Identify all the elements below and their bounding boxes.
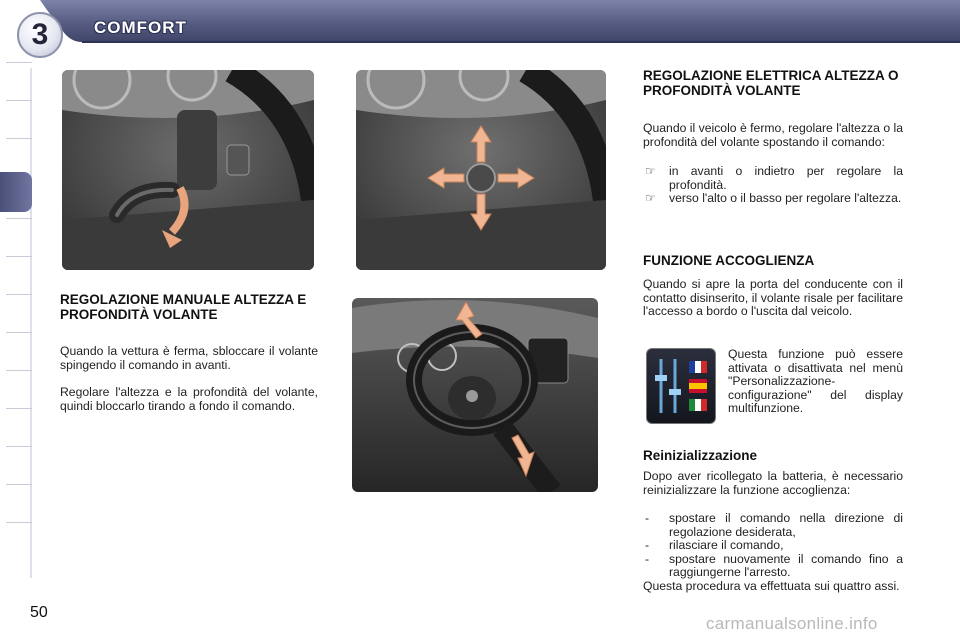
pointer-icon: ☞ (645, 191, 656, 206)
dash-marker: - (645, 551, 650, 566)
electric-joystick-photo (356, 70, 606, 270)
manual-paragraph-2: Regolare l'altezza e la profondità del volante, quindi bloccarlo tirando a fondo il comando. (60, 385, 318, 413)
watermark: carmanualsonline.info (706, 614, 878, 633)
chapter-tab[interactable] (6, 62, 32, 99)
chapter-tab[interactable] (6, 256, 32, 293)
reset-list (643, 512, 903, 580)
electric-section-title: REGOLAZIONE ELETTRICA ALTEZZA O PROFONDITÀ VOLANTE (643, 68, 899, 98)
pointer-icon: ☞ (645, 164, 656, 178)
reset-outro: Questa procedura va effettuata sui quattro assi. (643, 579, 900, 593)
chapter-tabs (0, 62, 34, 582)
chapter-tab[interactable] (6, 138, 32, 175)
list-item: ☞ verso l'alto o il basso per regolare l'altezza. (645, 191, 902, 206)
dash-marker: - (645, 538, 650, 553)
chapter-tab[interactable] (6, 218, 32, 255)
list-item: - spostare nuovamente il comando fino a raggiungerne l'arresto. (645, 551, 903, 580)
manual-paragraph-1: Quando la vettura è ferma, sbloccare il volante spingendo il comando in avanti. (60, 344, 318, 372)
electric-intro: Quando il veicolo è fermo, regolare l'altezza o la profondità del volante spostando il comando: (643, 121, 903, 149)
flag-settings-icon (646, 348, 716, 424)
chapter-tab[interactable] (6, 484, 32, 521)
list-item: - spostare il comando nella direzione di regolazione desiderata, (645, 511, 903, 539)
chapter-tab[interactable] (6, 522, 32, 559)
chapter-tab[interactable] (6, 370, 32, 407)
reset-section-title: Reinizializzazione (643, 448, 758, 463)
dashboard-photo (352, 298, 598, 492)
list-item: ☞ in avanti o indietro per regolare la profondità. (645, 164, 903, 192)
welcome-paragraph: Quando si apre la porta del conducente con il contatto disinserito, il volante risale per facilitare l'accesso a bordo o l'uscita dal veicolo. (643, 277, 903, 319)
chapter-title: COMFORT (94, 18, 187, 37)
chapter-tab-active[interactable] (0, 172, 32, 212)
chapter-tab[interactable] (6, 408, 32, 445)
welcome-section-title: FUNZIONE ACCOGLIENZA (643, 253, 815, 268)
manual-lever-photo (62, 70, 314, 270)
manual-section-title: REGOLAZIONE MANUALE ALTEZZA E PROFONDITÀ VOLANTE (60, 292, 307, 322)
chapter-number: 3 (17, 12, 63, 58)
list-item: - rilasciare il comando, (645, 538, 784, 553)
chapter-tab[interactable] (6, 100, 32, 137)
chapter-tab[interactable] (6, 294, 32, 331)
reset-intro: Dopo aver ricollegato la batteria, è necessario reinizializzare la funzione accoglienza: (643, 469, 903, 497)
welcome-note: Questa funzione può essere attivata o disattivata nel menù "Personalizzazione-configurazione" del display multifunzione. (728, 347, 903, 416)
chapter-tab[interactable] (6, 332, 32, 369)
page-number: 50 (30, 604, 48, 621)
electric-list (643, 165, 903, 206)
dash-marker: - (645, 511, 650, 525)
chapter-tab[interactable] (6, 446, 32, 483)
